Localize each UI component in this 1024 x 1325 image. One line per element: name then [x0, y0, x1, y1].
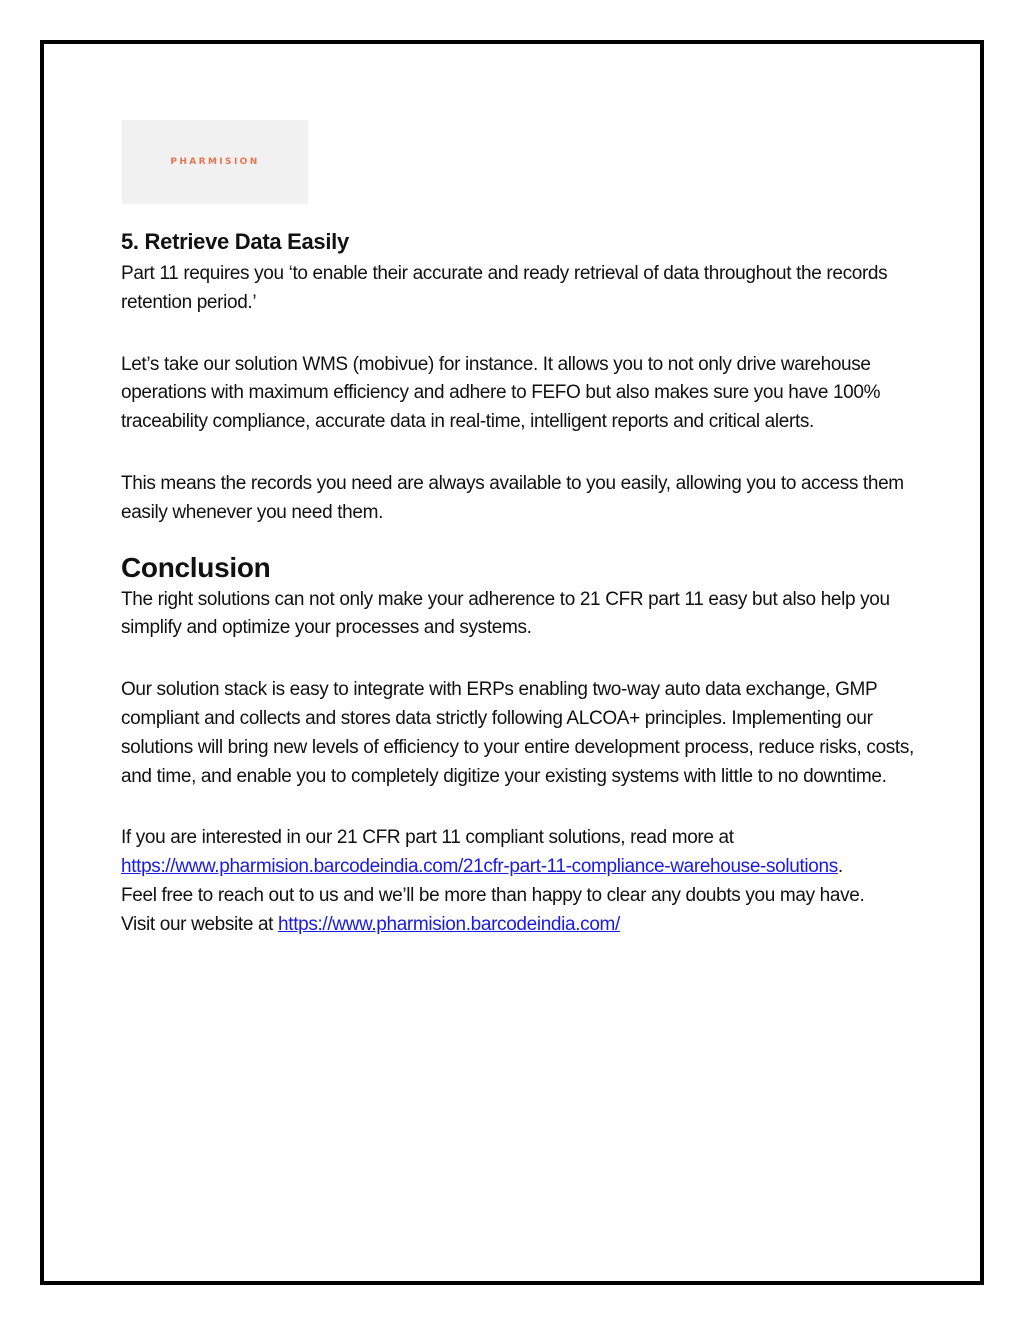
paragraph-reach-out: Feel free to reach out to us and we’ll be more than happy to clear any doubts you may have. — [121, 884, 865, 906]
paragraph-solution-stack: Our solution stack is easy to integrate with ERPs enabling two-way auto data exchange, GMP compliant and collects and stores data strictly following ALCOA+ principles. Implementing our solutions will bring new levels of efficiency to your entire development process, reduce risks, costs, and time, and enable you to completely digitize your existing systems with little to no downtime. — [121, 679, 914, 787]
paragraph-part11-requirement: Part 11 requires you ‘to enable their accurate and ready retrieval of data throughout the records retention period.’ — [121, 263, 888, 313]
paragraph-records-available: This means the records you need are always available to you easily, allowing you to access them easily whenever you need them. — [121, 472, 904, 523]
visit-website-text: Visit our website at — [121, 913, 279, 935]
read-more-period: . — [837, 856, 843, 878]
paragraph-wms-example: Let’s take our solution WMS (mobivue) for instance. It allows you to not only drive warehouse operations with maximum efficiency and adhere to FEFO but also makes sure you have 100% traceability compliance, accurate data in real-time, intelligent reports and critical alerts. — [121, 353, 881, 433]
paragraph-read-more — [121, 824, 921, 882]
document-body — [121, 226, 921, 940]
logo-text: PHARMISION — [170, 157, 260, 167]
compliance-solutions-link[interactable]: https://www.pharmision.barcodeindia.com/21cfr-part-11-compliance-warehouse-solutions — [121, 856, 838, 878]
section-heading-retrieve-data: 5. Retrieve Data Easily — [121, 229, 349, 254]
website-link[interactable]: https://www.pharmision.barcodeindia.com/ — [278, 913, 620, 935]
pharmision-logo — [122, 120, 308, 204]
read-more-text: If you are interested in our 21 CFR part 11 compliant solutions, read more at — [121, 827, 734, 849]
paragraph-right-solutions: The right solutions can not only make your adherence to 21 CFR part 11 easy but also help you simplify and optimize your processes and systems. — [121, 588, 890, 639]
paragraph-visit-website — [121, 911, 921, 940]
conclusion-heading: Conclusion — [121, 551, 271, 583]
